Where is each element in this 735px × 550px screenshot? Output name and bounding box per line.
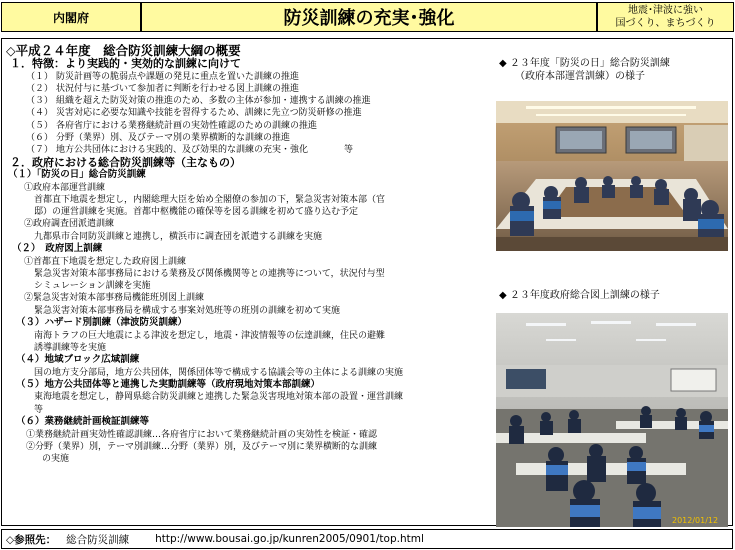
photo2-caption: ◆ ２３年度政府総合図上訓練の様子 <box>499 290 660 301</box>
part2-heading: ２．政府における総合防災訓練等（主なもの） <box>10 155 241 169</box>
feature-item-text: 組織を超えた防災対策の推進のため、多数の主体が参加・連携する訓練の推進 <box>56 96 371 107</box>
feature-item-text: 災害対応に必要な知識や技能を習得するため、訓練に先立つ防災研修の推進 <box>56 108 362 119</box>
s3-title: （３）ハザード別訓練（津波防災訓練） <box>16 317 188 329</box>
feature-item-text: 分野（業界）別、及びテーマ別の業界横断的な訓練の推進 <box>56 132 291 143</box>
feature-item <box>26 95 490 107</box>
theme-tag-line1: 地震･津波に強い <box>628 5 703 16</box>
feature-item-text: 地方公共団体における実践的、及び効果的な訓練の充実・強化 等 <box>56 145 354 156</box>
footer <box>1 529 733 549</box>
s2-b-body: 緊急災害対策本部事務局を構成する事案対処班等の班別の訓練を初めて実施 <box>34 305 341 316</box>
photo2-date-stamp: 2012/01/12 <box>672 516 719 525</box>
s1-title: （１）「防災の日」総合防災訓練 <box>8 169 146 181</box>
s2-title: （２） 政府図上訓練 <box>12 243 103 255</box>
photo-meeting-room-image <box>496 101 728 251</box>
photo1-caption-line1: ◆ ２３年度「防災の日」総合防災訓練 <box>499 58 670 69</box>
feature-item-number: （１） <box>26 71 54 82</box>
feature-item-number: （６） <box>26 132 54 143</box>
feature-item-number: （３） <box>26 96 54 107</box>
feature-item <box>26 83 490 95</box>
part1-list <box>4 71 490 157</box>
org-name: 内閣府 <box>1 2 141 32</box>
s1-a-body2: 邸）の運営訓練を実施。首都中枢機能の確保等を図る訓練を初めて盛り込む予定 <box>34 207 359 218</box>
s6-b1: ②分野（業界）別，テーマ別訓練…分野（業界）別，及びテーマ別に業界横断的な訓練 <box>26 441 378 452</box>
s1-a-title: ①政府本部運営訓練 <box>24 182 106 193</box>
page-title: 防災訓練の充実･強化 <box>141 2 597 32</box>
section-title: ◇平成２４年度 総合防災訓練大綱の概要 <box>6 43 241 58</box>
s5-title: （５）地方公共団体等と連携した実動訓練等（政府現地対策本部訓練） <box>16 378 321 390</box>
feature-item-number: （２） <box>26 83 54 94</box>
feature-item-number: （４） <box>26 108 54 119</box>
s3-body2: 誘導訓練等を実施 <box>34 342 107 353</box>
photo-operations-room <box>496 313 728 527</box>
reference-url[interactable]: http://www.bousai.go.jp/kunren2005/0901/top.html <box>155 533 424 545</box>
feature-item-number: （７） <box>26 145 54 156</box>
s6-a: ①業務継続計画実効性確認訓練…各府省庁において業務継続計画の実効性を検証・確認 <box>26 429 378 440</box>
s2-b-title: ②緊急災害対策本部事務局機能班別図上訓練 <box>24 293 205 304</box>
photo-operations-room-image <box>496 313 728 527</box>
feature-item <box>26 120 490 132</box>
s4-body: 国の地方支分部局，地方公共団体，関係団体等で構成する協議会等の主体による訓練の実施 <box>34 367 404 378</box>
feature-item-text: 各府省庁における業務継続計画の実効性確認のための訓練の推進 <box>56 120 318 131</box>
s2-a-title: ①首都直下地震を想定した政府図上訓練 <box>24 256 187 267</box>
reference-label: ◇参照先： <box>6 533 57 546</box>
s6-title: （６）業務継続計画検証訓練等 <box>16 416 150 428</box>
s2-a-body2: シミュレーション訓練を実施 <box>34 281 151 292</box>
s5-body2: 等 <box>34 404 44 415</box>
s1-b-body: 九都県市合同防災訓練と連携し，横浜市に調査団を派遣する訓練を実施 <box>34 231 323 242</box>
s4-title: （４）地域ブロック広域訓練 <box>16 354 140 366</box>
s5-body1: 東海地震を想定し，静岡県総合防災訓練と連携した緊急災害現地対策本部の設置・運営訓練 <box>34 392 404 403</box>
s6-b2: の実施 <box>42 454 70 465</box>
feature-item <box>26 107 490 119</box>
theme-tag <box>597 2 734 32</box>
outline-text <box>4 43 490 465</box>
s1-b-title: ②政府調査団派遣訓練 <box>24 219 115 230</box>
feature-item <box>26 132 490 144</box>
s2-a-body1: 緊急災害対策本部事務局における業務及び関係機関等との連携等について，状況付与型 <box>34 268 385 279</box>
theme-tag-line2: 国づくり、まちづくり <box>615 18 716 29</box>
feature-item-text: 状況付与に基づいて参加者に判断を行わせる図上訓練の推進 <box>56 83 300 94</box>
feature-item <box>26 71 490 83</box>
photo1-caption <box>499 57 670 83</box>
s3-body1: 南海トラフの巨大地震による津波を想定し，地震・津波情報等の伝達訓練，住民の避難 <box>34 330 386 341</box>
feature-item-number: （５） <box>26 120 54 131</box>
part1-heading: １．特徴：より実践的・実効的な訓練に向けて <box>10 57 241 70</box>
header <box>0 0 735 36</box>
main-panel <box>1 38 733 526</box>
feature-item-text: 防災計画等の脆弱点や課題の発見に重点を置いた訓練の推進 <box>56 71 300 82</box>
s1-a-body1: 首都直下地震を想定し，内閣総理大臣を始め全閣僚の参加の下，緊急災害対策本部（官 <box>34 194 386 205</box>
photo-meeting-room <box>496 101 728 251</box>
reference-text: 総合防災訓練 <box>66 533 130 546</box>
photo1-caption-line2: （政府本部運営訓練）の様子 <box>515 71 645 82</box>
feature-item <box>26 144 490 156</box>
